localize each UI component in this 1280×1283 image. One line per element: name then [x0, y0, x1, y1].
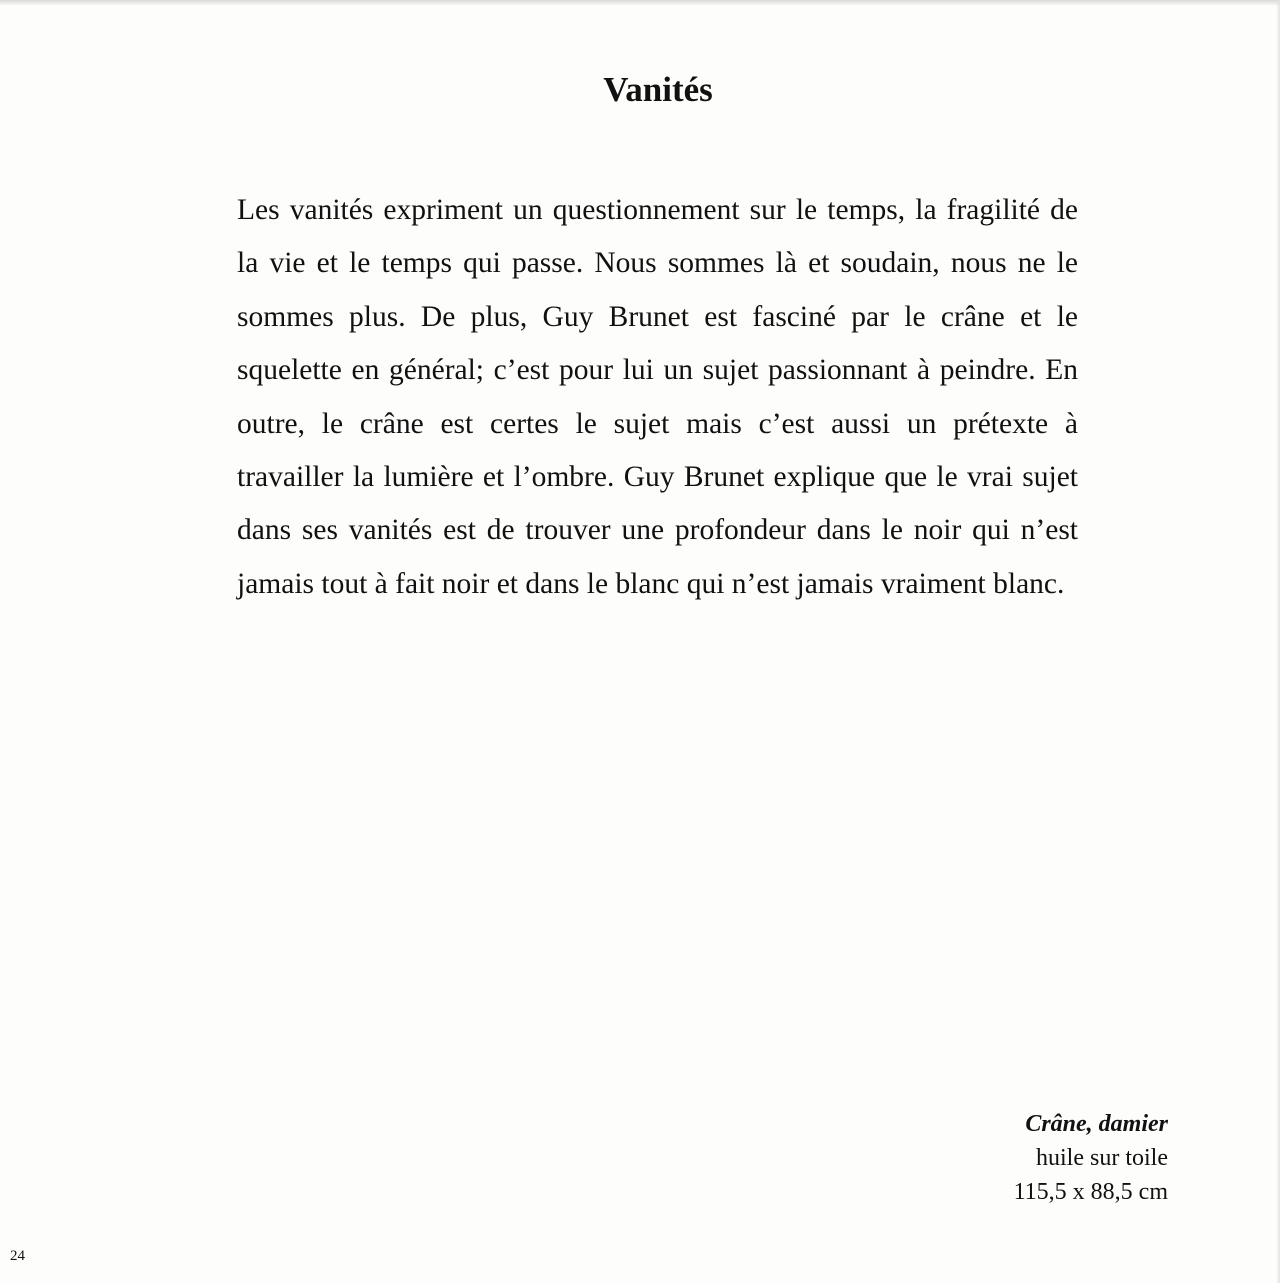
body-paragraph: Les vanités expriment un questionnement sur le temps, la fragilité de la vie et le temps qui passe. Nous sommes là et soudain, nous ne le sommes plus. De plus, Guy Brunet est fasciné par le crâne et le squelette en général; c’est pour lui un sujet passionnant à peindre. En outre, le crâne est certes le sujet mais c’est aussi un prétexte à travailler la lumière et l’ombre. Guy Brunet explique que le vrai sujet dans ses vanités est de trouver une profondeur dans le noir qui n’est jamais tout à fait noir et dans le blanc qui n’est jamais vraiment blanc.: [237, 194, 1078, 600]
page-top-edge: [0, 0, 1280, 6]
artwork-medium: huile sur toile: [1036, 1145, 1168, 1171]
artwork-caption: [1014, 1107, 1168, 1209]
page-title: Vanités: [603, 70, 713, 109]
artwork-title: Crâne, damier: [1025, 1111, 1168, 1137]
artwork-dimensions: 115,5 x 88,5 cm: [1013, 1179, 1168, 1205]
page-right-edge: [1276, 0, 1280, 1283]
page-number: 24: [10, 1248, 25, 1264]
